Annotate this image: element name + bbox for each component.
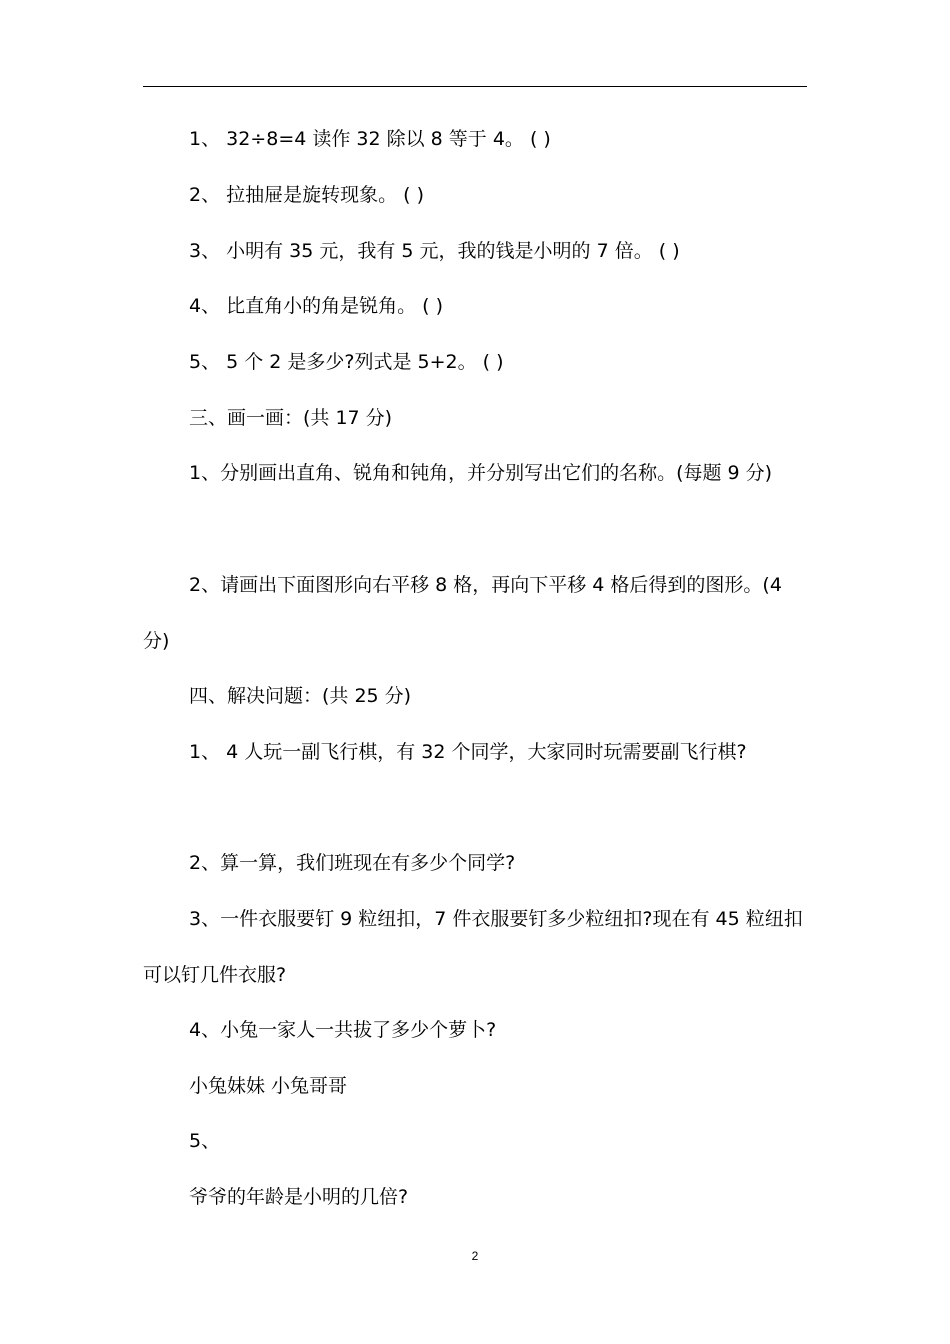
section-3-heading: 三、画一画：(共 17 分)	[189, 407, 393, 429]
problem-3: 3、一件衣服要钉 9 粒纽扣，7 件衣服要钉多少粒纽扣?现在有 45 粒纽扣可以钉几件衣服?	[143, 908, 803, 986]
header-rule	[143, 86, 807, 87]
item-1-statement: 1、 32÷8=4 读作 32 除以 8 等于 4。 ( )	[189, 128, 551, 150]
problem-4-labels: 小兔妹妹 小兔哥哥	[189, 1075, 348, 1097]
problem-2: 2、算一算，我们班现在有多少个同学?	[189, 852, 516, 874]
draw-question-1: 1、分别画出直角、锐角和钝角，并分别写出它们的名称。(每题 9 分)	[189, 462, 773, 484]
item-4-statement: 4、 比直角小的角是锐角。 ( )	[189, 295, 444, 317]
page-number: 2	[471, 1249, 479, 1263]
draw-question-2: 2、请画出下面图形向右平移 8 格，再向下平移 4 格后得到的图形。(4 分)	[143, 574, 782, 652]
item-2-statement: 2、 拉抽屉是旋转现象。 ( )	[189, 184, 425, 206]
item-3-statement: 3、 小明有 35 元，我有 5 元，我的钱是小明的 7 倍。 ( )	[189, 240, 680, 262]
problem-5-question: 爷爷的年龄是小明的几倍?	[189, 1186, 409, 1208]
problem-5: 5、	[189, 1130, 221, 1152]
problem-1: 1、 4 人玩一副飞行棋，有 32 个同学，大家同时玩需要副飞行棋?	[189, 741, 747, 763]
item-5-statement: 5、 5 个 2 是多少?列式是 5+2。 ( )	[189, 351, 504, 373]
problem-4: 4、小兔一家人一共拔了多少个萝卜?	[189, 1019, 497, 1041]
section-4-heading: 四、解决问题：(共 25 分)	[189, 685, 412, 707]
